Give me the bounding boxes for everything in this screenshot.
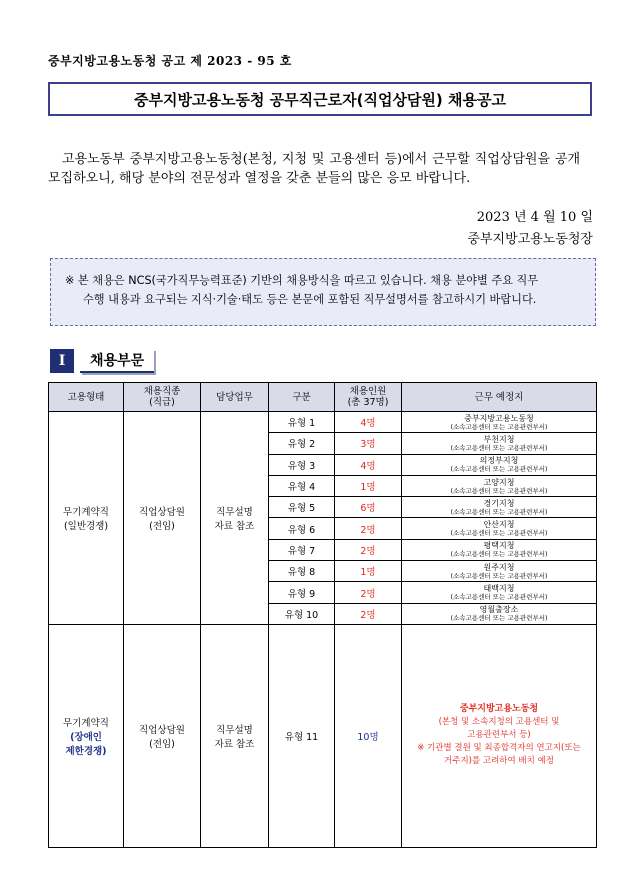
group2-duty-line2: 자료 참조	[214, 738, 255, 750]
group2-duty	[201, 624, 269, 847]
group2-location-line5: 거주지)를 고려하여 배치 예정	[444, 756, 554, 767]
group2-location	[402, 624, 597, 847]
row-count: 2명	[335, 582, 402, 603]
row-type: 유형 7	[269, 539, 335, 560]
row-location-note: (소속고용센터 또는 고용관련부서)	[450, 507, 548, 516]
row-count: 4명	[335, 454, 402, 475]
row-count: 6명	[335, 497, 402, 518]
table-row	[49, 624, 597, 847]
group2-employment-type	[49, 624, 124, 847]
row-type: 유형 1	[269, 412, 335, 433]
ncs-notice-box	[50, 258, 596, 326]
group1-employment-type	[49, 412, 124, 625]
row-count: 3명	[335, 433, 402, 454]
row-type: 유형 8	[269, 561, 335, 582]
row-location-note: (소속고용센터 또는 고용관련부서)	[450, 529, 548, 538]
row-location-name: 부천지청	[483, 434, 515, 444]
row-location-note: (소속고용센터 또는 고용관련부서)	[450, 486, 548, 495]
row-location-name: 태백지청	[483, 584, 515, 594]
group2-employment-type-line2: (장애인	[70, 731, 102, 743]
row-count: 1명	[335, 561, 402, 582]
notice-number: 중부지방고용노동청 공고 제 2023 - 95 호	[48, 54, 292, 68]
ncs-notice-line-1: ※ 본 채용은 NCS(국가직무능력표준) 기반의 채용방식을 따르고 있습니다. 채용 분야별 주요 직무	[65, 274, 539, 287]
row-location-note: (소속고용센터 또는 고용관련부서)	[450, 614, 548, 623]
header-count-line2: (총 37명)	[347, 397, 389, 408]
row-location-note: (소속고용센터 또는 고용관련부서)	[450, 593, 548, 602]
section-number: I	[50, 349, 74, 373]
row-location	[402, 582, 597, 603]
group2-employment-type-line1: 무기계약직	[63, 717, 109, 729]
group2-duty-line1: 직무설명	[216, 724, 253, 736]
row-location	[402, 475, 597, 496]
row-location-note: (소속고용센터 또는 고용관련부서)	[450, 422, 548, 431]
group1-job-line2: (전임)	[149, 520, 175, 532]
row-location-note: (소속고용센터 또는 고용관련부서)	[450, 550, 548, 559]
row-count: 4명	[335, 412, 402, 433]
row-count: 2명	[335, 603, 402, 624]
row-location	[402, 497, 597, 518]
row-type: 유형 6	[269, 518, 335, 539]
group1-job-line1: 직업상담원	[139, 506, 185, 518]
group1-duty	[201, 412, 269, 625]
group2-employment-type-line3: 제한경쟁)	[65, 745, 107, 757]
group2-job-line2: (전임)	[149, 738, 175, 750]
row-type: 유형 9	[269, 582, 335, 603]
row-location-name: 의정부지청	[479, 456, 519, 466]
notice-date: 2023 년 4 월 10 일	[476, 210, 593, 225]
group1-job	[124, 412, 201, 625]
row-location-name: 안산지청	[483, 520, 515, 530]
ncs-notice-line-2: 수행 내용과 요구되는 지식·기술·태도 등은 본문에 포함된 직무설명서를 참고하시기 바랍니다.	[83, 293, 537, 306]
header-location: 근무 예정지	[402, 383, 597, 412]
row-count: 2명	[335, 518, 402, 539]
row-type: 유형 4	[269, 475, 335, 496]
row-location-name: 영월출장소	[479, 605, 519, 615]
group1-duty-line2: 자료 참조	[214, 520, 255, 532]
header-count	[335, 383, 402, 412]
group2-job	[124, 624, 201, 847]
row-type: 유형 5	[269, 497, 335, 518]
row-location	[402, 539, 597, 560]
row-location-note: (소속고용센터 또는 고용관련부서)	[450, 571, 548, 580]
row-type: 유형 10	[269, 603, 335, 624]
group1-duty-line1: 직무설명	[216, 506, 253, 518]
table-header-row	[49, 383, 597, 412]
intro-paragraph: 고용노동부 중부지방고용노동청(본청, 지청 및 고용센터 등)에서 근무할 직업상담원을 공개 모집하오니, 해당 분야의 전문성과 열정을 갖춘 분들의 많은 응모 바랍니다.	[48, 152, 580, 186]
row-location-name: 경기지청	[483, 498, 515, 508]
page-title	[48, 82, 592, 116]
header-count-line1: 채용인원	[349, 386, 387, 397]
row-location-note: (소속고용센터 또는 고용관련부서)	[450, 443, 548, 452]
group2-location-line3: 고용관련부서 등)	[467, 730, 531, 741]
row-location-name: 원주지청	[483, 562, 515, 572]
group1-employment-type-line2: (일반경쟁)	[63, 520, 109, 532]
row-location	[402, 454, 597, 475]
row-location-name: 고양지청	[483, 477, 515, 487]
table-row	[49, 412, 597, 433]
row-type: 유형 2	[269, 433, 335, 454]
group2-job-line1: 직업상담원	[139, 724, 185, 736]
row-location	[402, 412, 597, 433]
row-location-note: (소속고용센터 또는 고용관련부서)	[450, 465, 548, 474]
group2-type: 유형 11	[269, 624, 335, 847]
group2-count: 10명	[335, 624, 402, 847]
issuer: 중부지방고용노동청장	[467, 232, 593, 247]
header-category: 구분	[269, 383, 335, 412]
header-job-title-line2: (직급)	[149, 397, 175, 408]
section-title: 채용부문	[80, 349, 154, 373]
row-type: 유형 3	[269, 454, 335, 475]
row-location	[402, 518, 597, 539]
row-location	[402, 603, 597, 624]
header-job-title	[124, 383, 201, 412]
row-location	[402, 561, 597, 582]
row-location-name: 평택지청	[483, 541, 515, 551]
row-count: 2명	[335, 539, 402, 560]
header-duty: 담당업무	[201, 383, 269, 412]
row-count: 1명	[335, 475, 402, 496]
section-heading	[50, 349, 154, 373]
row-location	[402, 433, 597, 454]
row-location-name: 중부지방고용노동청	[464, 413, 534, 423]
recruitment-table	[48, 382, 597, 848]
group2-location-line2: (본청 및 소속지청의 고용센터 및	[438, 717, 560, 728]
header-job-title-line1: 채용직종	[143, 386, 181, 397]
group2-location-title: 중부지방고용노동청	[459, 704, 539, 715]
group2-location-line4: ※ 기관별 결원 및 최종합격자의 연고지(또는	[417, 743, 581, 754]
page-title-text: 중부지방고용노동청 공무직근로자(직업상담원) 채용공고	[134, 90, 506, 109]
group1-employment-type-line1: 무기계약직	[63, 506, 109, 518]
header-employment-type: 고용형태	[49, 383, 124, 412]
